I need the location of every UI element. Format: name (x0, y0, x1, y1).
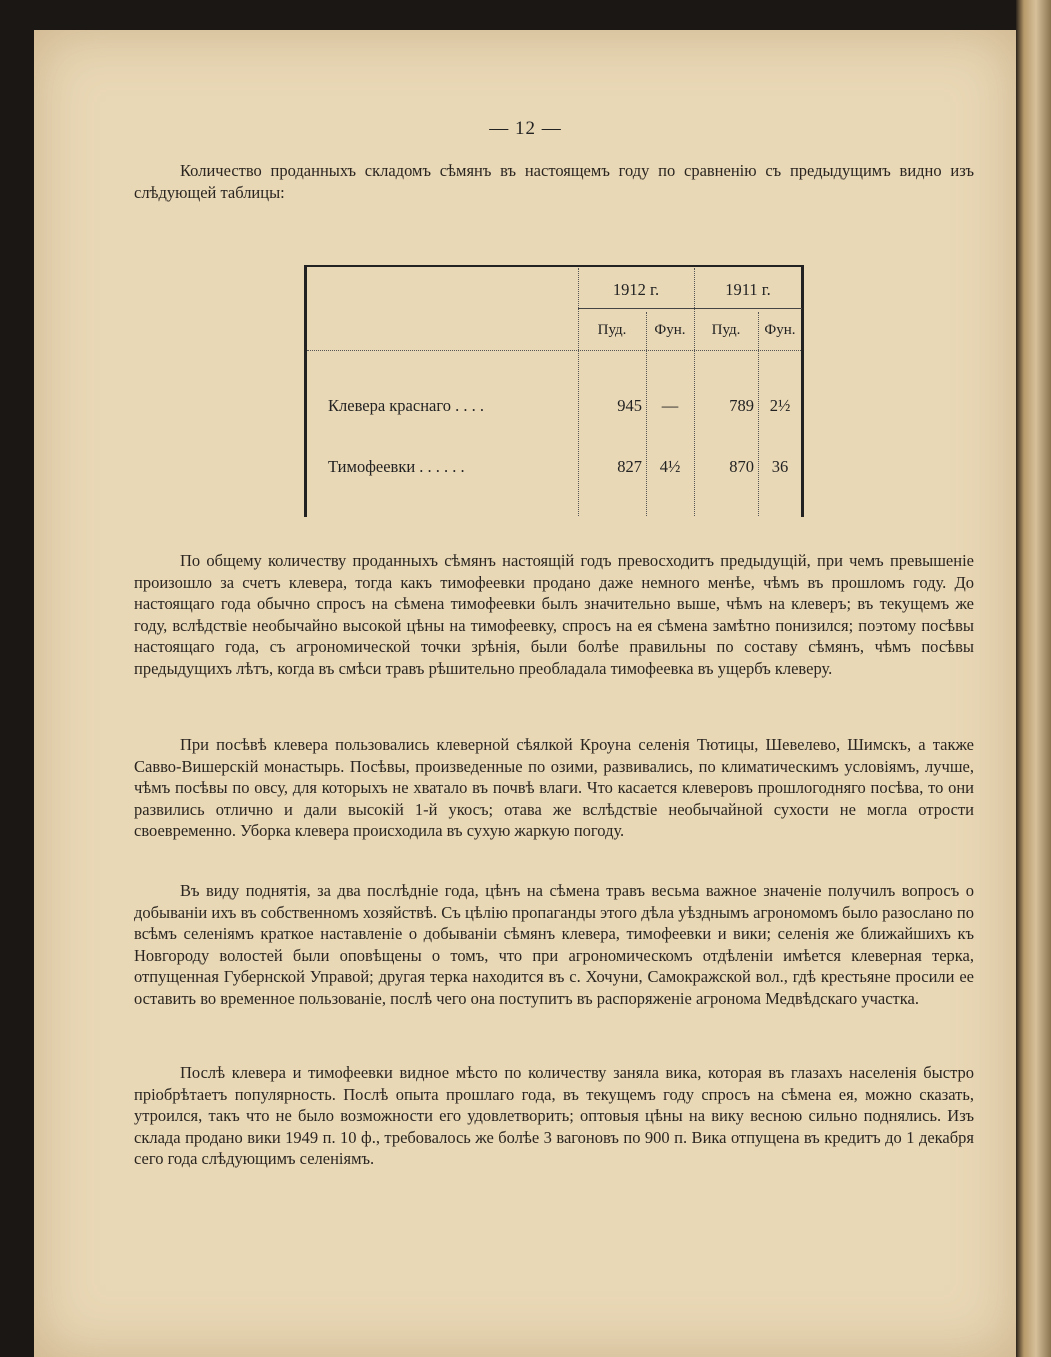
cell-value: 4½ (659, 457, 681, 476)
cell-value: — (661, 396, 679, 415)
cell-value: 870 (729, 457, 754, 476)
header-year-1912: 1912 г. (612, 280, 660, 299)
row-label: Клевера краснаго . . . . (328, 396, 484, 415)
cell-value: 945 (617, 396, 642, 415)
header-bottom-rule (307, 350, 801, 351)
cell-value: 2½ (769, 396, 791, 415)
table-left-rule (304, 265, 307, 517)
cell-value: 827 (617, 457, 642, 476)
cell-value: 36 (771, 457, 789, 476)
row-label: Тимофеевки . . . . . . (328, 457, 465, 476)
paragraph-3: Въ виду поднятія, за два послѣдніе года, цѣнъ на сѣмена травъ весьма важное значеніе получилъ вопросъ о добываніи ихъ въ собственномъ хозяйствѣ. Съ цѣлію пропаганды этого дѣла уѣзднымъ агрономомъ было разослано по всѣмъ селеніямъ краткое наставленіе о добываніи сѣмянъ клевера, тимофеевки и вики; селенія же ближайшихъ къ Новгороду волостей были оповѣщены о томъ, что при агрономическомъ отдѣленіи имѣется клеверная терка, отпущенная Губернской Управой; другая терка находится въ с. Хочуни, Самокражской вол., гдѣ крестьяне просили ее оставить во временное пользованіе, послѣ чего она поступитъ въ распоряженіе агронома Медвѣдскаго участка. (134, 881, 974, 1008)
header-pud-1911: Пуд. (711, 322, 741, 338)
header-fun-1911: Фун. (764, 322, 796, 338)
header-rule (578, 308, 802, 309)
page-number: — 12 — (489, 118, 562, 139)
cell-value: 789 (729, 396, 754, 415)
paragraph-2: При посѣвѣ клевера пользовались клеверной сѣялкой Кроуна селенія Тютицы, Шевелево, Шимскъ, а также Савво-Вишерскій монастырь. Посѣвы, произведенные по озими, развивались, по климатическимъ условіямъ, лучше, чѣмъ посѣвы по овсу, для которыхъ не хватало въ почвѣ влаги. Что касается клеверовъ прошлогодняго посѣва, то они развились отлично и дали высокій 1-й укосъ; отава же вслѣдствіе необычайной сухости не могла отрости своевременно. Уборка клевера происходила въ сухую жаркую погоду. (134, 735, 974, 841)
header-year-1911: 1911 г. (725, 280, 771, 299)
column-divider (578, 268, 579, 516)
header-fun-1912: Фун. (654, 322, 686, 338)
next-page-edge (1016, 0, 1051, 1357)
column-divider (694, 268, 695, 516)
header-pud-1912: Пуд. (597, 322, 627, 338)
table-right-rule (801, 265, 804, 517)
table-top-rule (304, 265, 804, 267)
paragraph-4: Послѣ клевера и тимофеевки видное мѣсто по количеству заняла вика, которая въ глазахъ населенія быстро пріобрѣтаетъ популярность. Послѣ опыта прошлаго года, въ текущемъ году спросъ на сѣмена ея, можно сказать, утроился, такъ что не было возможности его удовлетворить; оптовыя цѣны на вику весною сильно поднялись. Изъ склада продано вики 1949 п. 10 ф., требовалось же болѣе 3 вагоновъ по 900 п. Вика отпущена въ кредитъ до 1 декабря сего года слѣдующимъ селеніямъ. (134, 1063, 974, 1169)
paragraph-1: По общему количеству проданныхъ сѣмянъ настоящій годъ превосходитъ предыдущій, при чемъ превышеніе произошло за счетъ клевера, тогда какъ тимофеевки продано даже немного менѣе, чѣмъ въ прошломъ году. До настоящаго года обычно спросъ на сѣмена тимофеевки былъ значительно выше, чѣмъ на клеверъ; въ текущемъ же году, вслѣдствіе необычайно высокой цѣны на тимофеевку, спросъ на ея сѣмена замѣтно понизился; поэтому посѣвы настоящаго года, съ агрономической точки зрѣнія, были болѣе правильны по составу сѣмянъ, чѣмъ посѣвы предыдущихъ лѣтъ, когда въ смѣси травъ рѣшительно преобладала тимофеевка въ ущербъ клеверу. (134, 551, 974, 678)
intro-text: Количество проданныхъ складомъ сѣмянъ въ настоящемъ году по сравненію съ предыдущимъ видно изъ слѣдующей таблицы: (134, 161, 974, 202)
